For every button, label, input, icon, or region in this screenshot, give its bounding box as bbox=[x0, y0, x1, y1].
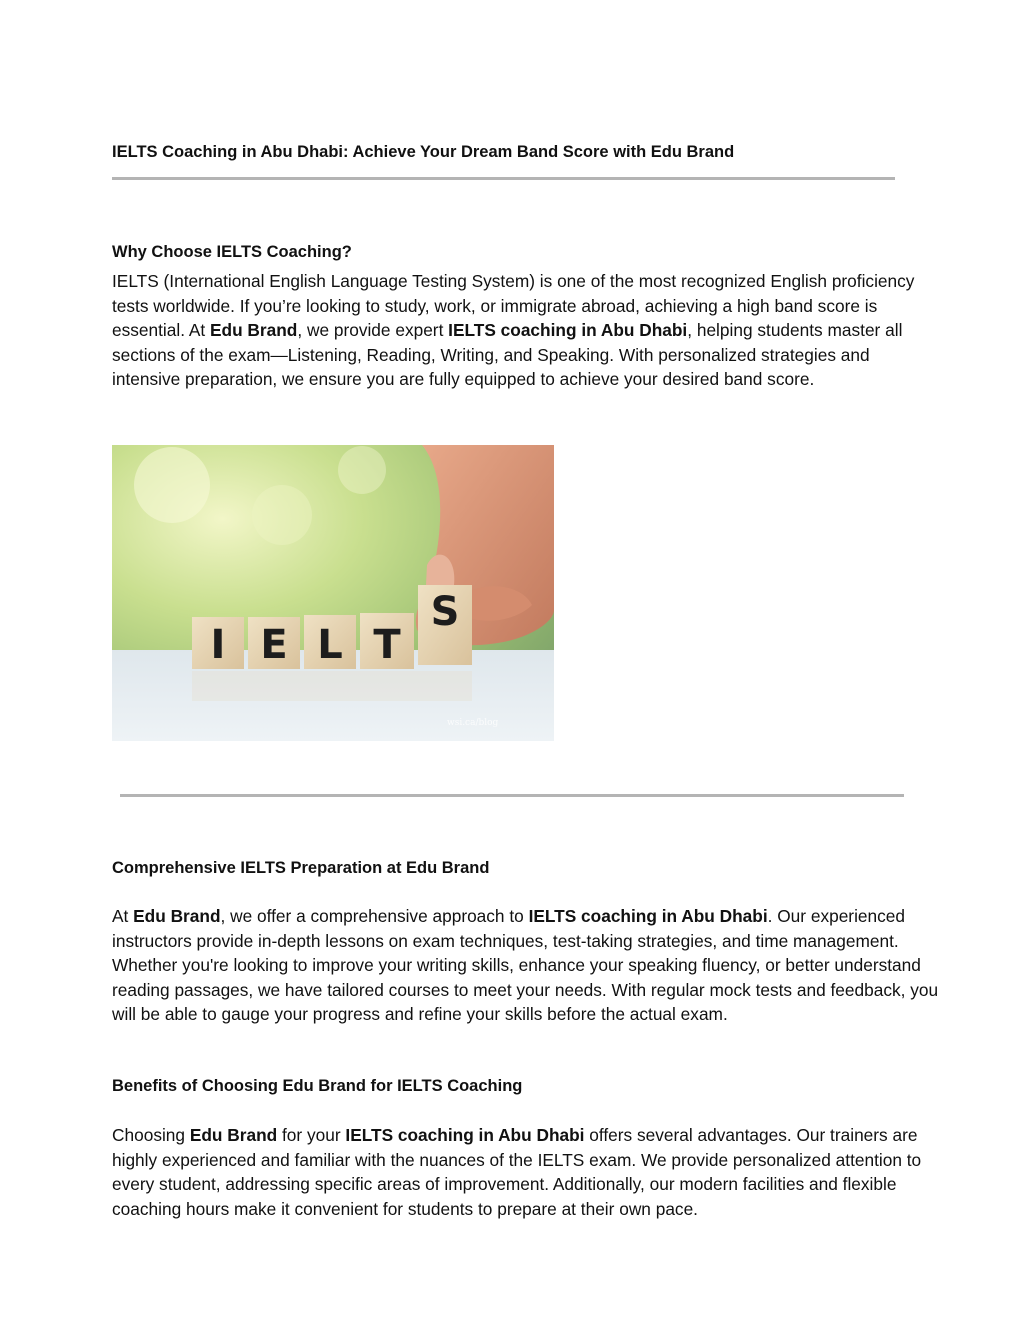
photo-watermark: wsi.ca/blog bbox=[447, 718, 499, 728]
tile-letter: E bbox=[260, 622, 288, 668]
heading-benefits: Benefits of Choosing Edu Brand for IELTS Coaching bbox=[112, 1077, 523, 1095]
text-run: . Our experienced instructors provide in-depth lessons on exam techniques, test-taking strategies, and time management. Whether you're looking to improve your writing skills, enhance your speaking fluency, or better understand reading passages, we have tailored courses to meet your needs. With regular mock tests and feedback, you will be able to gauge your progress and refine your skills before the actual exam. bbox=[112, 906, 939, 1025]
brand-name: Edu Brand bbox=[133, 906, 221, 926]
heading-why-choose: Why Choose IELTS Coaching? bbox=[112, 243, 352, 261]
tile-letter: I bbox=[210, 622, 226, 668]
text-run: , we offer a comprehensive approach to bbox=[220, 906, 529, 926]
wood-tile-e bbox=[248, 617, 300, 669]
wood-tile-l bbox=[304, 615, 356, 669]
keyword-phrase: IELTS coaching in Abu Dhabi bbox=[448, 320, 688, 341]
paragraph-why-choose bbox=[112, 269, 942, 392]
divider-top bbox=[112, 177, 895, 180]
paragraph-benefits bbox=[112, 1123, 952, 1221]
tile-letter: S bbox=[430, 589, 460, 635]
ielts-blocks-photo bbox=[112, 445, 554, 741]
heading-comprehensive: Comprehensive IELTS Preparation at Edu Brand bbox=[112, 859, 490, 877]
document-title: IELTS Coaching in Abu Dhabi: Achieve Your Dream Band Score with Edu Brand bbox=[112, 143, 735, 161]
text-run: for your bbox=[277, 1125, 346, 1145]
text-run: At bbox=[112, 906, 134, 926]
divider-middle bbox=[120, 794, 904, 797]
tile-letter: T bbox=[373, 622, 401, 668]
tile-letter: L bbox=[317, 622, 343, 668]
keyword-phrase: IELTS coaching in Abu Dhabi bbox=[345, 1125, 585, 1145]
text-run: offers several advantages. Our trainers are highly experienced and familiar with the nuances of the IELTS exam. We provide personalized attention to every student, addressing specific areas of improvement. Additionally, our modern facilities and flexible coaching hours make it convenient for students to prepare at their own pace. bbox=[112, 1125, 922, 1219]
paragraph-comprehensive bbox=[112, 904, 942, 1027]
text-run: IELTS (International English Language Testing System) is one of the most recognized English proficiency tests worldwide. If you’re looking to study, work, or immigrate abroad, achieving a high band score is essential. At bbox=[112, 271, 915, 341]
wood-tile-i bbox=[192, 617, 244, 669]
brand-name: Edu Brand bbox=[209, 320, 298, 341]
wood-tile-s bbox=[418, 585, 472, 665]
brand-name: Edu Brand bbox=[189, 1125, 278, 1145]
wood-tile-t bbox=[360, 613, 414, 669]
text-run: , helping students master all sections of the exam—Listening, Reading, Writing, and Speaking. With personalized strategies and intensive preparation, we ensure you are fully equipped to achieve your desired band score. bbox=[112, 320, 903, 390]
keyword-phrase: IELTS coaching in Abu Dhabi bbox=[528, 906, 768, 926]
text-run: , we provide expert bbox=[297, 320, 449, 341]
text-run: Choosing bbox=[112, 1125, 190, 1145]
